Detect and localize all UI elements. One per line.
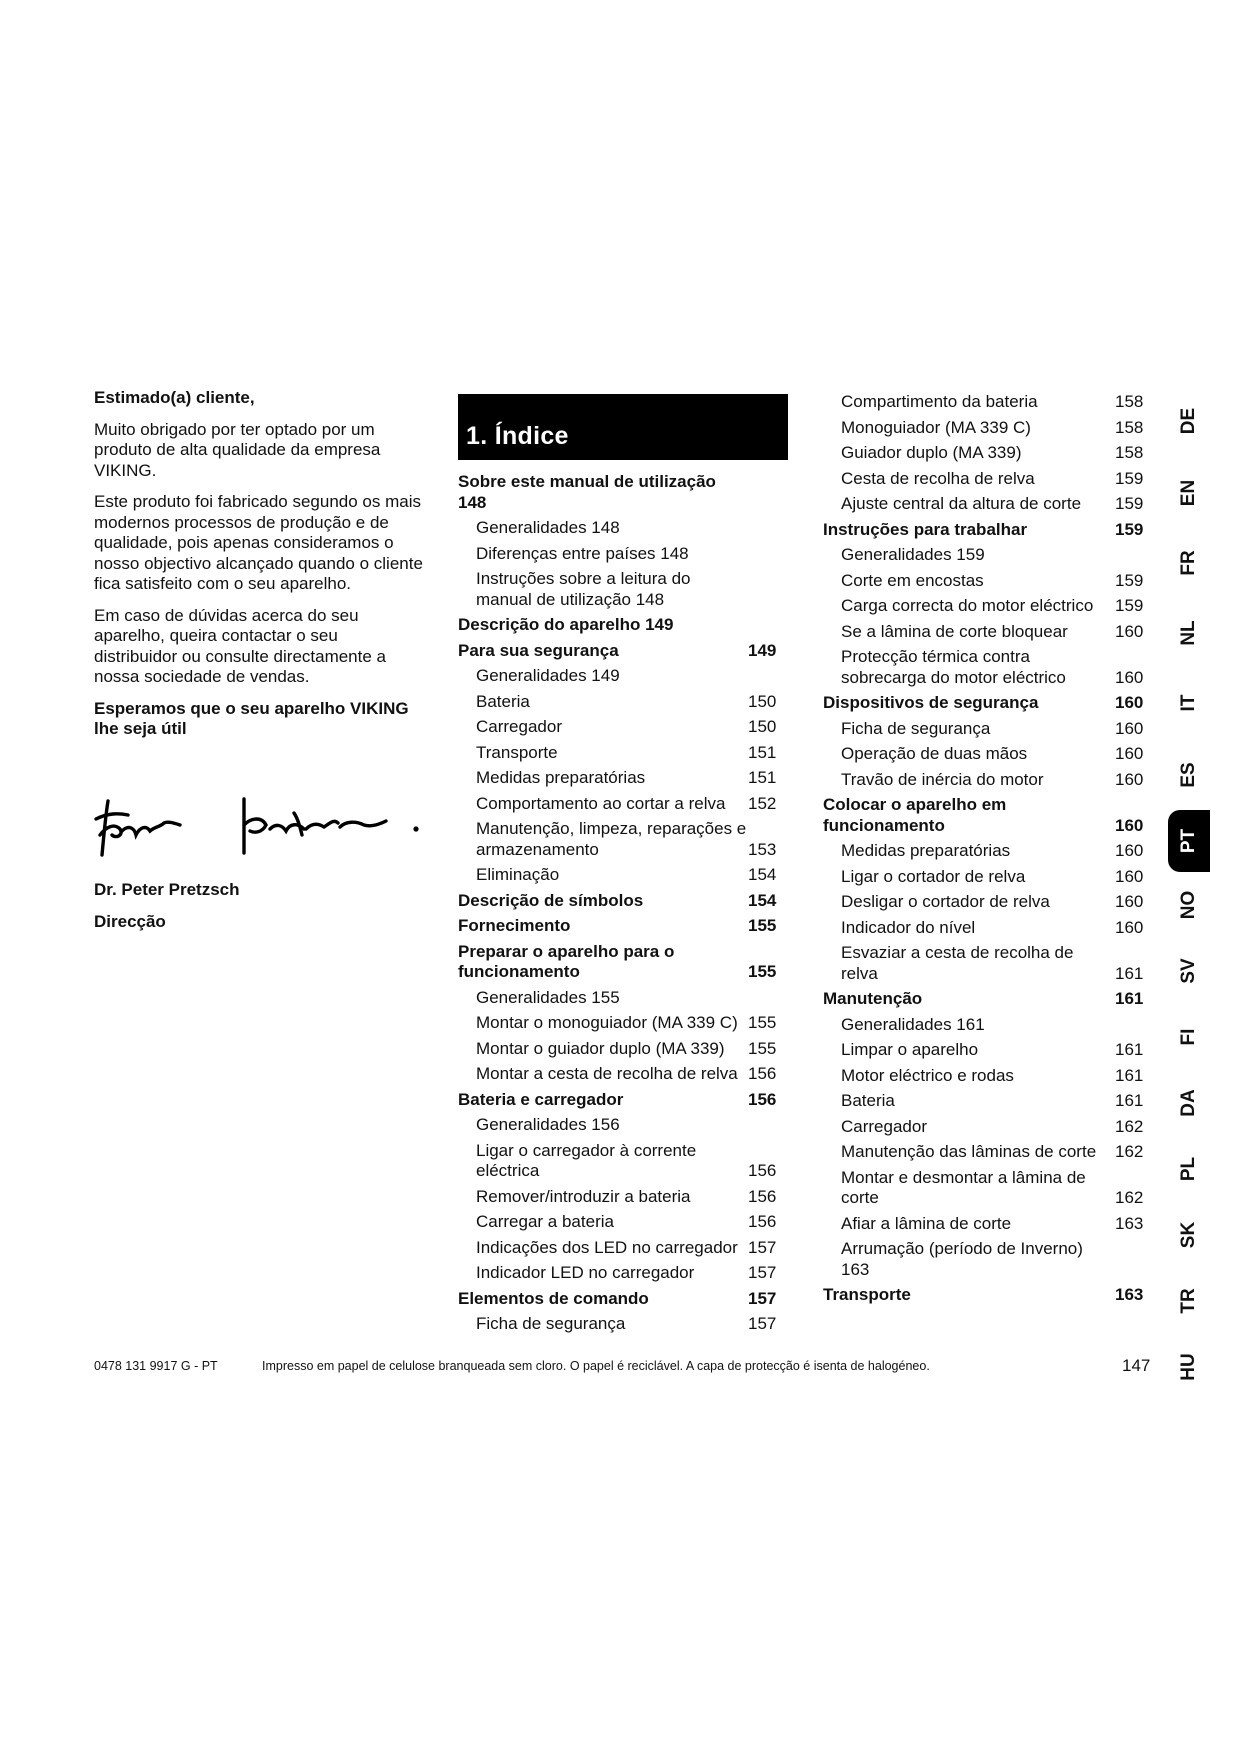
language-tab-label: DA [1178, 1089, 1199, 1117]
toc-entry-page: 160 [1115, 841, 1144, 860]
toc-entry [823, 1117, 1163, 1138]
toc-entry-title: Medidas preparatórias [476, 768, 646, 787]
toc-entry-page: 163 [1115, 1213, 1144, 1233]
toc-entry-page: 161 [1115, 989, 1144, 1008]
toc-entry-page: 154 [748, 890, 777, 910]
signer-role: Direcção [94, 911, 166, 931]
toc-entry-page: 160 [1115, 917, 1144, 937]
toc-entry [823, 1040, 1163, 1061]
toc-entry-title: Ajuste central da altura de corte [841, 494, 1082, 513]
language-tab-sv [1168, 940, 1210, 1002]
letter-column [94, 388, 424, 943]
toc-entry [458, 615, 796, 636]
toc-entry-page: 151 [748, 768, 777, 787]
toc-entry-title: Ligar o cortador de relva [841, 866, 1026, 886]
toc-entry-title: Bateria [476, 691, 530, 711]
letter-paragraph-1: Muito obrigado por ter optado por um produto de alta qualidade da empresa VIKING. [94, 419, 381, 480]
toc-entry-page: 156 [748, 1186, 777, 1206]
toc-entry-title: Preparar o aparelho para o funcionamento [458, 941, 675, 981]
toc-entry-page: 150 [748, 691, 777, 711]
toc-entry-title: Ficha de segurança [476, 1314, 626, 1333]
toc-entry [458, 865, 796, 886]
language-tab-en [1168, 462, 1210, 524]
toc-entry [823, 469, 1163, 490]
language-tab-label: FI [1178, 1028, 1199, 1046]
toc-entry-page: 162 [1115, 1116, 1144, 1136]
toc-entry-title: Compartimento da bateria [841, 392, 1038, 411]
language-tab-label: NL [1178, 620, 1199, 646]
toc-entry-title: Descrição do aparelho 149 [458, 615, 674, 634]
toc-entry-title: Generalidades 161 [841, 1014, 985, 1034]
toc-entry-title: Montar a cesta de recolha de relva [476, 1064, 738, 1083]
toc-entry-title: Travão de inércia do motor [841, 769, 1044, 789]
toc-entry-title: Fornecimento [458, 916, 571, 935]
toc-entry-page: 149 [748, 640, 777, 660]
toc-entry-title: Bateria [841, 1091, 895, 1110]
toc-entry [458, 1289, 796, 1310]
toc-entry-page: 162 [1115, 1188, 1144, 1207]
letter-closing: Esperamos que o seu aparelho VIKING lhe seja útil [94, 698, 409, 738]
language-tab-da [1168, 1072, 1210, 1134]
toc-entry-page: 159 [1115, 596, 1144, 615]
toc-entry [823, 841, 1163, 862]
language-tab-label: PT [1178, 828, 1199, 854]
toc-entry [823, 1142, 1163, 1163]
toc-entry-title: Manutenção, limpeza, reparações e armazenamento [476, 819, 747, 859]
toc-entry [458, 1238, 796, 1259]
language-tab-no [1168, 874, 1210, 936]
toc-entry [823, 1214, 1163, 1235]
toc-entry-title: Manutenção [823, 989, 923, 1008]
toc-entry-page: 160 [1115, 744, 1144, 763]
toc-entry [823, 443, 1163, 464]
toc-entry-title: Motor eléctrico e rodas [841, 1065, 1014, 1085]
language-tab-pt [1168, 810, 1210, 872]
toc-entry-title: Eliminação [476, 865, 560, 884]
toc-entry [823, 622, 1163, 643]
toc-entry [823, 795, 1163, 836]
toc-entry [823, 1066, 1163, 1087]
toc-entry-title: Guiador duplo (MA 339) [841, 443, 1022, 462]
language-tab-tr [1168, 1270, 1210, 1332]
toc-entry-title: Sobre este manual de utilização 148 [458, 472, 716, 512]
toc-entry [823, 918, 1163, 939]
toc-entry [823, 719, 1163, 740]
language-tab-de [1168, 390, 1210, 452]
language-tab-fi [1168, 1006, 1210, 1068]
toc-entry-title: Dispositivos de segurança [823, 693, 1039, 712]
toc-entry-page: 156 [748, 1064, 777, 1083]
toc-entry-page: 161 [1115, 1091, 1144, 1110]
toc-entry-page: 153 [748, 839, 777, 859]
letter-paragraph-2: Este produto foi fabricado segundo os mais modernos processos de produção e de qualidade, pois apenas consideramos o nosso objectivo alcançado quando o cliente fica satisfeito com o seu aparelho. [94, 492, 423, 593]
toc-entry-title: Transporte [476, 742, 558, 762]
language-tab-label: TR [1178, 1288, 1199, 1314]
toc-entry [823, 867, 1163, 888]
toc-entry [823, 647, 1163, 688]
toc-entry [458, 1064, 796, 1085]
toc-entry [458, 819, 796, 860]
language-tab-label: PL [1178, 1156, 1199, 1182]
toc-entry-title: Operação de duas mãos [841, 744, 1028, 763]
toc-entry-title: Protecção térmica contra sobrecarga do motor eléctrico [841, 647, 1066, 687]
toc-entry-page: 159 [1115, 494, 1144, 513]
toc-entry-page: 159 [1115, 468, 1144, 488]
toc-entry [458, 988, 796, 1009]
toc-entry-page: 158 [1115, 443, 1144, 462]
toc-entry-title: Indicações dos LED no carregador [476, 1237, 738, 1257]
toc-entry-page: 160 [1115, 718, 1144, 738]
toc-entry [458, 916, 796, 937]
toc-entry-title: Carga correcta do motor eléctrico [841, 596, 1094, 615]
language-tab-label: SK [1178, 1221, 1199, 1249]
toc-entry [823, 520, 1163, 541]
toc-entry [823, 571, 1163, 592]
toc-entry-title: Montar e desmontar a lâmina de corte [841, 1167, 1086, 1207]
language-tab-label: ES [1178, 762, 1199, 788]
toc-entry-page: 160 [1115, 693, 1144, 712]
language-tab-fr [1168, 532, 1210, 594]
index-header [458, 394, 788, 460]
toc-column-middle [458, 472, 796, 1340]
toc-entry-title: Para sua segurança [458, 640, 619, 660]
toc-entry-title: Elementos de comando [458, 1288, 649, 1308]
toc-entry [458, 1187, 796, 1208]
toc-column-right [823, 392, 1163, 1311]
toc-entry [458, 891, 796, 912]
toc-entry-page: 160 [1115, 815, 1144, 835]
toc-entry [823, 494, 1163, 515]
toc-entry-page: 156 [748, 1089, 777, 1109]
toc-entry [458, 1090, 796, 1111]
toc-entry [458, 692, 796, 713]
toc-entry-title: Bateria e carregador [458, 1089, 624, 1109]
toc-entry [458, 641, 796, 662]
toc-entry-page: 155 [748, 916, 777, 935]
toc-entry [458, 1013, 796, 1034]
language-tab-label: IT [1178, 694, 1199, 712]
language-tab-label: NO [1178, 890, 1199, 920]
toc-entry [823, 770, 1163, 791]
toc-entry-title: Colocar o aparelho em funcionamento [823, 795, 1007, 835]
toc-entry-title: Generalidades 156 [476, 1115, 620, 1134]
toc-entry [823, 545, 1163, 566]
toc-entry-page: 161 [1115, 963, 1144, 983]
toc-entry [458, 768, 796, 789]
toc-entry-page: 155 [748, 1013, 777, 1032]
paper-note: Impresso em papel de celulose branqueada sem cloro. O papel é reciclável. A capa de protecção é isenta de halogéneo. [262, 1359, 930, 1373]
language-tab-label: SV [1178, 958, 1199, 984]
signer-name: Dr. Peter Pretzsch [94, 880, 240, 899]
toc-entry-title: Comportamento ao cortar a relva [476, 793, 726, 813]
toc-entry-title: Transporte [823, 1285, 911, 1304]
toc-entry [823, 693, 1163, 714]
toc-entry [458, 1263, 796, 1284]
toc-entry-title: Carregador [841, 1116, 927, 1136]
index-title: 1. Índice [466, 422, 569, 450]
toc-entry-page: 154 [748, 865, 777, 884]
toc-entry [458, 666, 796, 687]
toc-entry [458, 544, 796, 565]
language-tab-hu [1168, 1336, 1210, 1398]
toc-entry-page: 160 [1115, 621, 1144, 641]
toc-entry-page: 160 [1115, 769, 1144, 789]
language-tab-nl [1168, 602, 1210, 664]
toc-entry [823, 892, 1163, 913]
toc-entry [458, 1212, 796, 1233]
toc-entry [458, 569, 796, 610]
toc-entry [823, 744, 1163, 765]
language-tab-label: DE [1178, 407, 1199, 435]
toc-entry-page: 157 [748, 1288, 777, 1308]
toc-entry-title: Instruções sobre a leitura do manual de utilização 148 [476, 569, 691, 609]
toc-entry-title: Manutenção das lâminas de corte [841, 1142, 1097, 1161]
language-tab-pl [1168, 1138, 1210, 1200]
toc-entry [823, 1015, 1163, 1036]
toc-entry-page: 156 [748, 1161, 777, 1180]
letter-paragraph-3: Em caso de dúvidas acerca do seu aparelho, queira contactar o seu distribuidor ou consulte directamente a nossa sociedade de vendas. [94, 605, 386, 686]
toc-entry-title: Desligar o cortador de relva [841, 892, 1050, 911]
toc-entry-title: Generalidades 155 [476, 987, 620, 1007]
toc-entry-title: Cesta de recolha de relva [841, 468, 1035, 488]
toc-entry [458, 794, 796, 815]
toc-entry-page: 156 [748, 1212, 777, 1231]
toc-entry [823, 418, 1163, 439]
toc-entry-page: 158 [1115, 417, 1144, 437]
toc-entry-title: Carregar a bateria [476, 1212, 614, 1231]
greeting: Estimado(a) cliente, [94, 388, 255, 407]
page-number: 147 [1122, 1356, 1151, 1375]
toc-entry [823, 1091, 1163, 1112]
toc-entry [458, 942, 796, 983]
language-tab-sk [1168, 1204, 1210, 1266]
language-tab-es [1168, 744, 1210, 806]
document-code: 0478 131 9917 G - PT [94, 1359, 218, 1373]
toc-entry [823, 1168, 1163, 1209]
toc-entry-title: Se a lâmina de corte bloquear [841, 621, 1068, 641]
toc-entry-page: 160 [1115, 892, 1144, 911]
toc-entry-title: Instruções para trabalhar [823, 519, 1028, 539]
toc-entry-title: Esvaziar a cesta de recolha de relva [841, 943, 1074, 983]
toc-entry-title: Limpar o aparelho [841, 1040, 979, 1059]
toc-entry-title: Indicador do nível [841, 917, 976, 937]
toc-entry [458, 743, 796, 764]
toc-entry [823, 989, 1163, 1010]
toc-entry-page: 157 [748, 1237, 777, 1257]
toc-entry [458, 518, 796, 539]
toc-entry-title: Medidas preparatórias [841, 841, 1011, 860]
toc-entry [458, 1039, 796, 1060]
toc-entry-page: 157 [748, 1314, 777, 1333]
toc-entry-title: Montar o guiador duplo (MA 339) [476, 1038, 725, 1058]
language-tab-label: HU [1178, 1353, 1199, 1381]
toc-entry [823, 943, 1163, 984]
toc-entry-title: Corte em encostas [841, 570, 984, 590]
toc-entry [823, 1239, 1163, 1280]
toc-entry-title: Indicador LED no carregador [476, 1263, 695, 1282]
toc-entry-title: Ficha de segurança [841, 718, 991, 738]
toc-entry-page: 160 [1115, 866, 1144, 886]
toc-entry-page: 150 [748, 717, 777, 736]
toc-entry-title: Remover/introduzir a bateria [476, 1186, 691, 1206]
toc-entry-title: Generalidades 149 [476, 666, 620, 685]
toc-entry-page: 157 [748, 1263, 777, 1282]
toc-entry-page: 162 [1115, 1142, 1144, 1161]
language-tab-label: FR [1178, 550, 1199, 576]
toc-entry-page: 159 [1115, 519, 1144, 539]
language-tab-it [1168, 672, 1210, 734]
toc-entry [823, 1285, 1163, 1306]
toc-entry-title: Ligar o carregador à corrente eléctrica [476, 1140, 697, 1180]
toc-entry [458, 1314, 796, 1335]
toc-entry-page: 163 [1115, 1285, 1144, 1304]
language-tab-label: EN [1178, 479, 1199, 507]
toc-entry-page: 155 [748, 1038, 777, 1058]
signature [94, 783, 434, 861]
toc-entry-title: Carregador [476, 717, 562, 736]
toc-entry [823, 596, 1163, 617]
toc-entry-page: 161 [1115, 1065, 1144, 1085]
toc-entry [458, 472, 796, 513]
toc-entry-title: Afiar a lâmina de corte [841, 1213, 1012, 1233]
toc-entry [823, 392, 1163, 413]
toc-entry-page: 161 [1115, 1040, 1144, 1059]
toc-entry [458, 1141, 796, 1182]
toc-entry [458, 717, 796, 738]
toc-entry-title: Descrição de símbolos [458, 890, 644, 910]
toc-entry-title: Montar o monoguiador (MA 339 C) [476, 1013, 738, 1032]
toc-entry-title: Monoguiador (MA 339 C) [841, 417, 1031, 437]
toc-entry-title: Arrumação (período de Inverno) 163 [841, 1239, 1083, 1279]
toc-entry-title: Generalidades 148 [476, 518, 620, 537]
toc-entry-page: 160 [1115, 667, 1144, 687]
toc-entry-page: 151 [748, 742, 777, 762]
toc-entry-title: Diferenças entre países 148 [476, 543, 689, 563]
toc-entry [458, 1115, 796, 1136]
toc-entry-page: 152 [748, 793, 777, 813]
toc-entry-page: 159 [1115, 570, 1144, 590]
toc-entry-page: 155 [748, 962, 777, 981]
toc-entry-title: Generalidades 159 [841, 545, 985, 564]
toc-entry-page: 158 [1115, 392, 1144, 411]
